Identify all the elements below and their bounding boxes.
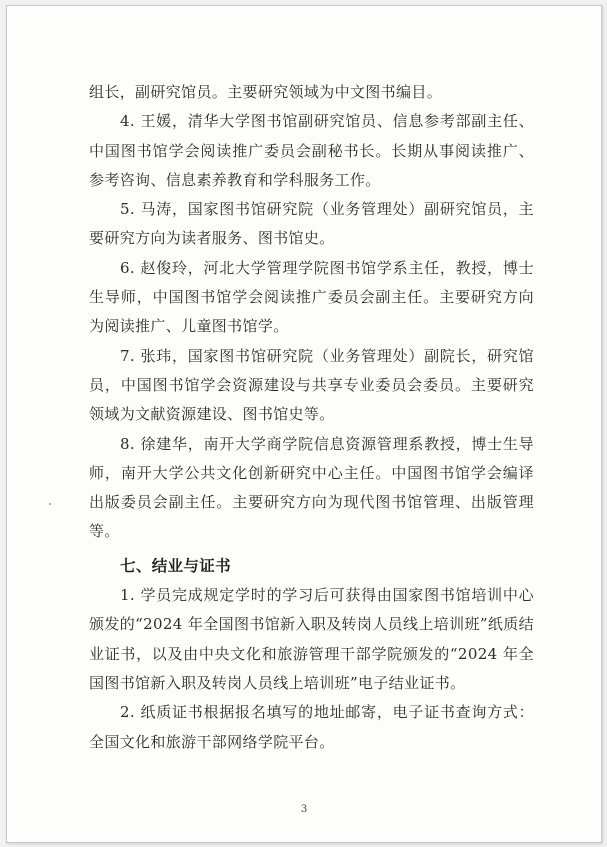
- page-number: 3: [300, 804, 308, 815]
- section-heading: 七、结业与证书: [120, 556, 231, 575]
- paragraph-item-6: 6. 赵俊玲，河北大学管理学院图书馆学系主任，教授，博士生导师，中国图书馆学会阅读推广委员会副主任。主要研究方向为阅读推广、儿童图书馆学。: [89, 258, 534, 336]
- scan-speck: [49, 503, 51, 505]
- paragraph-continuation: 组长，副研究馆员。主要研究领域为中文图书编目。: [89, 83, 443, 101]
- paragraph-item-8: 8. 徐建华，南开大学商学院信息资源管理系教授，博士生导师，南开大学公共文化创新研究中心主任。中国图书馆学会编译出版委员会副主任。主要研究方向为现代图书馆管理、出版管理等。: [89, 434, 534, 541]
- paragraph-item-7: 7. 张玮，国家图书馆研究院（业务管理处）副院长，研究馆员，中国图书馆学会资源建设与共享专业委员会委员。主要研究领域为文献资源建设、图书馆史等。: [89, 346, 534, 424]
- document-body: [89, 78, 534, 757]
- document-page: [6, 5, 602, 843]
- section-paragraph-1: 1. 学员完成规定学时的学习后可获得由国家图书馆培训中心颁发的“2024 年全国图书馆新入职及转岗人员线上培训班”纸质结业证书，以及由中央文化和旅游管理干部学院颁发的“2024 年全国图书馆新入职及转岗人员线上培训班”电子结业证书。: [89, 586, 534, 692]
- section-paragraph-2: 2. 纸质证书根据报名填写的地址邮寄，电子证书查询方式：全国文化和旅游干部网络学院平台。: [89, 703, 534, 751]
- paragraph-item-4: 4. 王媛，清华大学图书馆副研究馆员、信息参考部副主任、中国图书馆学会阅读推广委员会副秘书长。长期从事阅读推广、参考咨询、信息素养教育和学科服务工作。: [89, 112, 534, 189]
- paragraph-item-5: 5. 马涛，国家图书馆研究院（业务管理处）副研究馆员，主要研究方向为读者服务、图书馆史。: [89, 200, 534, 248]
